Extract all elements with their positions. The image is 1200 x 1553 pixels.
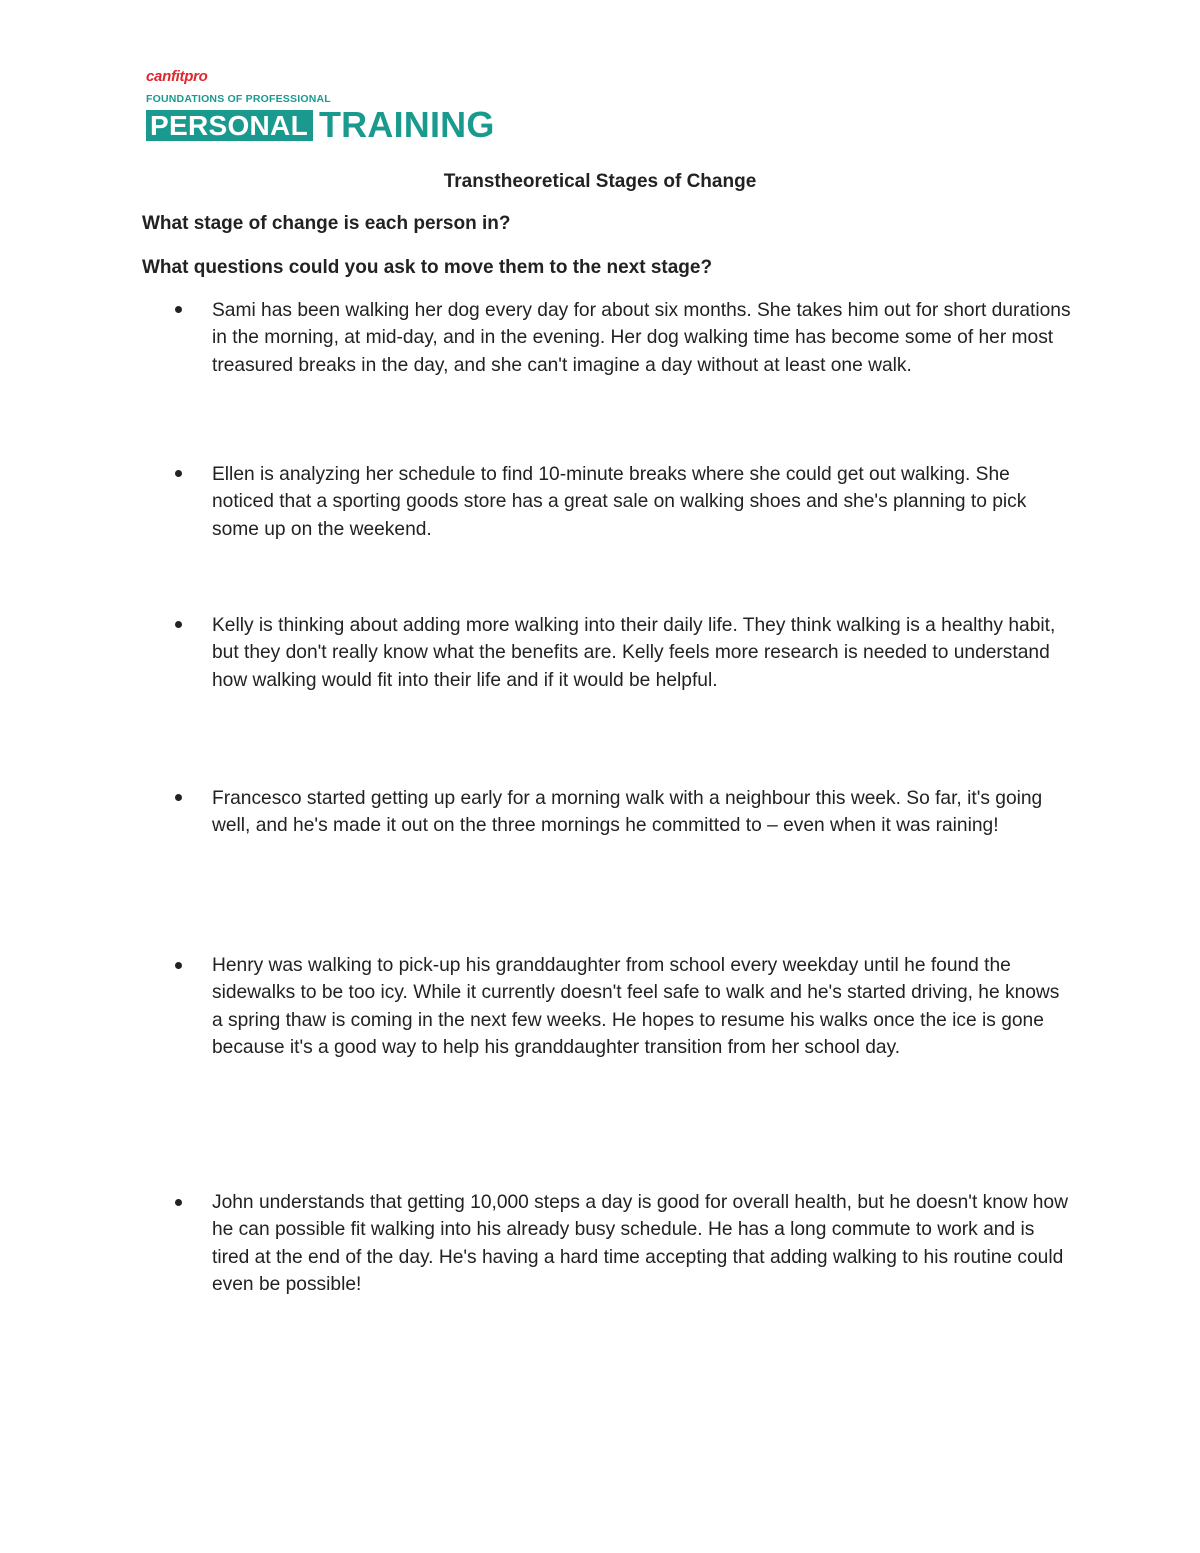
list-item-sami: Sami has been walking her dog every day for about six months. She takes him out for short durations in the morning, at mid-day, and in the evening. Her dog walking time has become some of her most treasured breaks in the day, and she can't imagine a day without at least one walk. <box>212 300 1071 376</box>
logo-wordmark <box>146 104 495 145</box>
bullet-icon <box>175 306 185 316</box>
logo-training-word: TRAINING <box>318 104 495 145</box>
bullet-icon <box>175 621 185 631</box>
list-item-francesco: Francesco started getting up early for a morning walk with a neighbour this week. So far, it's going well, and he's made it out on the three mornings he committed to – even when it was raining! <box>212 788 1043 837</box>
logo-personal-word: PERSONAL <box>146 110 313 141</box>
list-item-john: John understands that getting 10,000 steps a day is good for overall health, but he doesn't know how he can possible fit walking into his already busy schedule. He has a long commute to work and is tired at the end of the day. He's having a hard time accepting that adding walking to his routine could even be possible! <box>212 1192 1068 1295</box>
question-next-stage: What questions could you ask to move them to the next stage? <box>142 257 713 278</box>
document-title: Transtheoretical Stages of Change <box>443 171 757 192</box>
list-item-kelly: Kelly is thinking about adding more walking into their daily life. They think walking is a healthy habit, but they don't really know what the benefits are. Kelly feels more research is needed to understand how walking would fit into their life and if it would be helpful. <box>212 615 1056 691</box>
canfitpro-logo <box>146 68 495 145</box>
question-stage: What stage of change is each person in? <box>142 213 511 234</box>
list-item-ellen: Ellen is analyzing her schedule to find 10-minute breaks where she could get out walking. She noticed that a sporting goods store has a great sale on walking shoes and she's planning to pick some up on the weekend. <box>212 464 1027 540</box>
logo-subtitle: FOUNDATIONS OF PROFESSIONAL <box>146 93 331 105</box>
bullet-icon <box>175 1199 185 1209</box>
bullet-icon <box>175 470 185 480</box>
bullet-icon <box>175 962 185 972</box>
logo-brand-text: canfitpro <box>146 68 208 85</box>
bullet-icon <box>175 794 185 804</box>
list-item-henry: Henry was walking to pick-up his granddaughter from school every weekday until he found the sidewalks to be too icy. While it currently doesn't feel safe to walk and he's started driving, he knows a spring thaw is coming in the next few weeks. He hopes to resume his walks once the ice is gone because it's a good way to help his granddaughter transition from her school day. <box>212 955 1060 1058</box>
